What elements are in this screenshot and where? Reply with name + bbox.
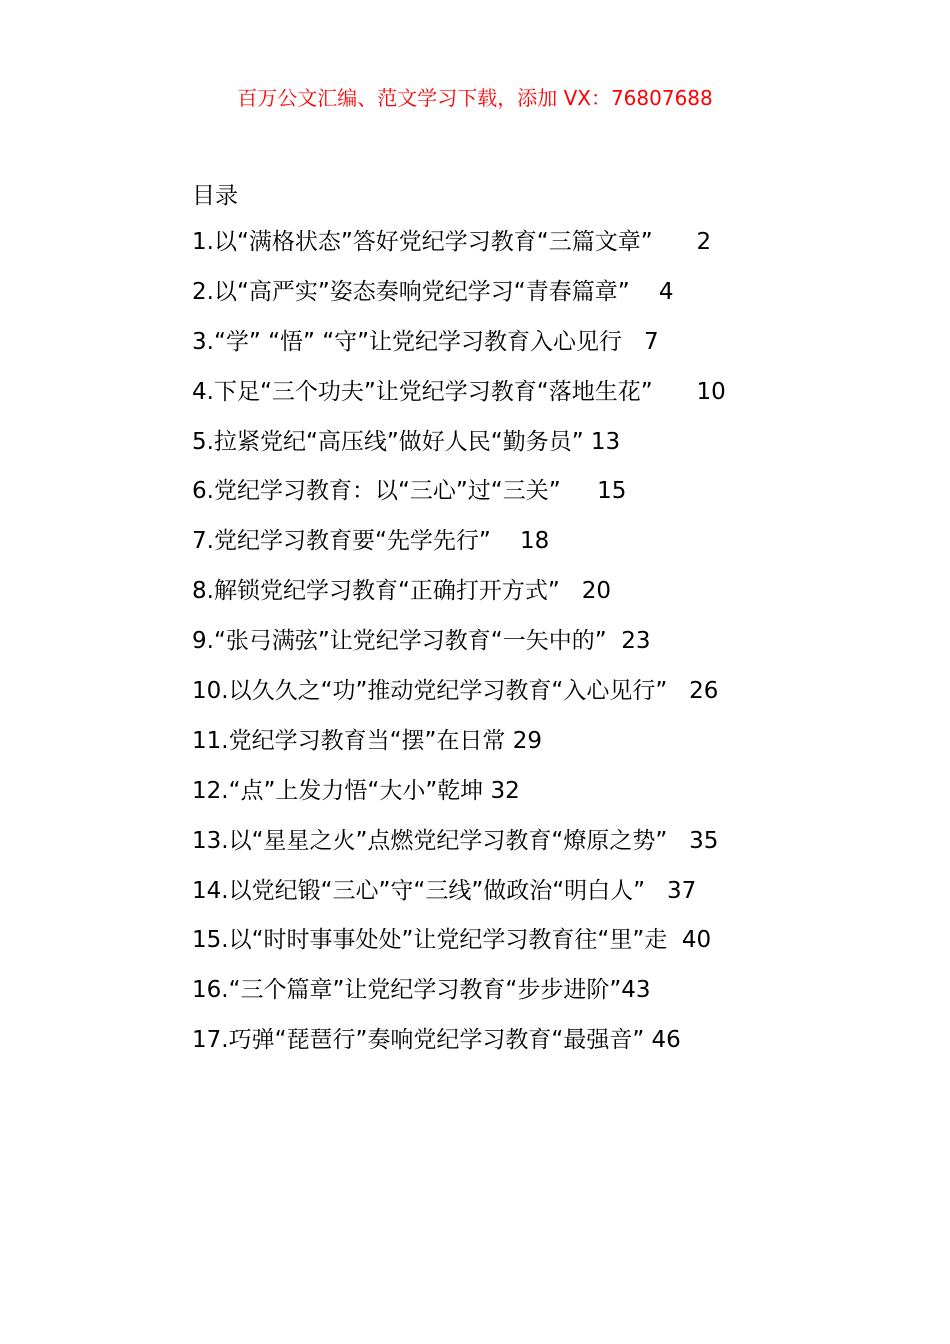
- toc-entry: 12.“点”上发力悟“大小”乾坤 32: [192, 777, 520, 804]
- toc-entry: 9.“张弓满弦”让党纪学习教育“一矢中的” 23: [192, 628, 651, 655]
- header-banner: 百万公文汇编、范文学习下载，添加 VX：76807688: [237, 86, 713, 110]
- toc-entry: 3.“学” “悟” “守”让党纪学习教育入心见行 7: [192, 328, 659, 355]
- table-of-contents: [192, 178, 892, 1066]
- toc-entry: 10.以久久之“功”推动党纪学习教育“入心见行” 26: [192, 678, 719, 705]
- toc-entry: 16.“三个篇章”让党纪学习教育“步步进阶”43: [192, 977, 651, 1004]
- toc-entry: 2.以“高严实”姿态奏响党纪学习“青春篇章” 4: [192, 278, 674, 305]
- toc-entry: 15.以“时时事事处处”让党纪学习教育往“里”走 40: [192, 927, 712, 954]
- toc-entry: 5.拉紧党纪“高压线”做好人民“勤务员” 13: [192, 428, 621, 455]
- toc-entry: 11.党纪学习教育当“摆”在日常 29: [192, 727, 542, 754]
- toc-entry: 13.以“星星之火”点燃党纪学习教育“燎原之势” 35: [192, 827, 719, 854]
- toc-entry: 6.党纪学习教育：以“三心”过“三关” 15: [192, 478, 627, 505]
- toc-list: [192, 218, 892, 1066]
- toc-entry: 14.以党纪锻“三心”守“三线”做政治“明白人” 37: [192, 877, 697, 904]
- toc-entry: 17.巧弹“琵琶行”奏响党纪学习教育“最强音” 46: [192, 1027, 681, 1054]
- toc-entry: 8.解锁党纪学习教育“正确打开方式” 20: [192, 578, 611, 605]
- toc-entry: 4.下足“三个功夫”让党纪学习教育“落地生花” 10: [192, 378, 726, 405]
- toc-entry: 7.党纪学习教育要“先学先行” 18: [192, 528, 550, 555]
- toc-entry: 1.以“满格状态”答好党纪学习教育“三篇文章” 2: [192, 229, 712, 255]
- toc-title: 目录: [192, 183, 238, 209]
